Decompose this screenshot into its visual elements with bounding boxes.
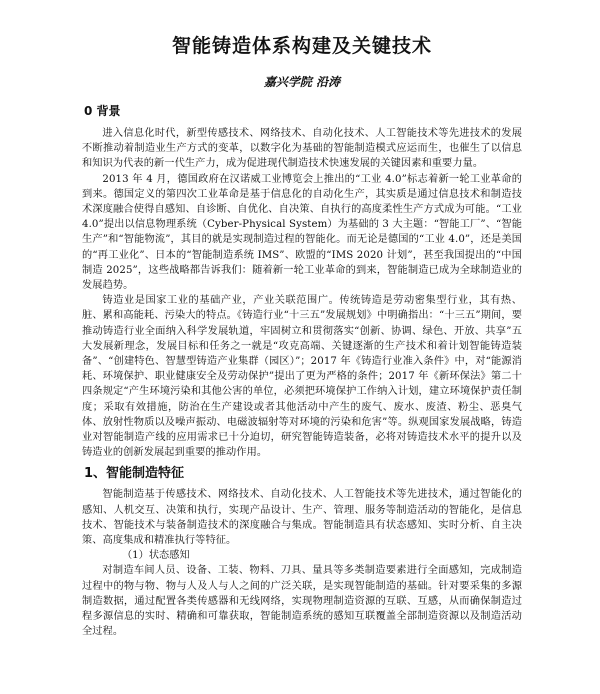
paragraph: 进入信息化时代，新型传感技术、网络技术、自动化技术、人工智能技术等先进技术的发展不断推动着制造业生产方式的变革，以数字化为基础的智能制造模式应运而生，也催生了以信息和知识为代表的新一代生产力，成为促进现代制造技术快速发展的关键因素和重要力量。 <box>82 128 522 170</box>
paper-authors: 嘉兴学院 沿涛 <box>263 75 341 89</box>
section-heading-background: 0 背景 <box>84 104 121 118</box>
subsection-heading: （1）状态感知 <box>122 550 190 562</box>
paragraph: 铸造业是国家工业的基础产业，产业关联范围广。传统铸造是劳动密集型行业，其有热、脏、累和高能耗、污染大的特点。《铸造行业“十三五”发展规划》中明确指出：“十三五”期间，要推动铸造行业全面纳入科学发展轨道，牢固树立和贯彻落实“创新、协调、绿色、开放、共享”五大发展新理念，发展目标和任务之一就是“攻克高端、关键逐渐的生产技术和着计划智能铸造装备”、“创建特色、智慧型铸造产业集群（园区）”；2017 年《铸造行业准入条件》中，对“能源消耗、环境保护、职业健康安全及劳动保护”提出了更为严格的条件；2017 年《新环保法》第二十四条规定“产生环境污染和其他公害的单位，必须把环境保护工作纳入计划，建立环境保护责任制度；采取有效措施，防治在生产建设或者其他活动中产生的废气、废水、废渣、粉尘、恶臭气体、放射性物质以及噪声振动、电磁波辐射等对环境的污染和危害”等。纵观国家发展战略，铸造业对智能制造产线的应用需求已十分迫切，研究智能铸造装备，必将对铸造技术水平的提升以及铸造业的创新发展起到重要的推动作用。 <box>82 295 522 459</box>
paragraph: 对制造车间人员、设备、工装、物料、刀具、量具等多类制造要素进行全面感知，完成制造过程中的物与物、物与人及人与人之间的广泛关联，是实现智能制造的基础。针对要采集的多源制造数据，通过配置各类传感器和无线网络，实现物理制造资源的互联、互感，从而确保制造过程多源信息的实时、精确和可靠获取，智能制造系统的感知互联覆盖全部制造资源以及制造活动全过程。 <box>82 565 522 638</box>
paper-title: 智能铸造体系构建及关键技术 <box>171 35 432 57</box>
section-heading-features: 1、智能制造特征 <box>84 466 185 482</box>
paragraph: 2013 年 4 月，德国政府在汉诺威工业博览会上推出的“工业 4.0”标志着新一轮工业革命的到来。德国定义的第四次工业革命是基于信息化的自动化生产，其实质是通过信息技术和制造技术深度融合使得自感知、自诊断、自优化、自决策、自执行的高度柔性生产方式成为可能。“工业 4.0”提出以信息物理系统（Cyber-Physical System）为基础的 3 大主题：“智能工厂”、“智能生产”和“智能物流”，其目的就是实现制造过程的智能化。而无论是德国的“工业 4.0”，还是美国的“再工业化”、日本的“智能制造系统 IMS”、欧盟的“IMS 2020 计划”，甚至我国提出的“中国制造 2025”，这些战略都告诉我们：随着新一轮工业革命的到来，智能制造已成为全球制造业的发展趋势。 <box>82 173 522 292</box>
paragraph: 智能制造基于传感技术、网络技术、自动化技术、人工智能技术等先进技术，通过智能化的感知、人机交互、决策和执行，实现产品设计、生产、管理、服务等制造活动的智能化，是信息技术、智能技术与装备制造技术的深度融合与集成。智能制造具有状态感知、实时分析、自主决策、高度集成和精准执行等特征。 <box>82 489 522 547</box>
